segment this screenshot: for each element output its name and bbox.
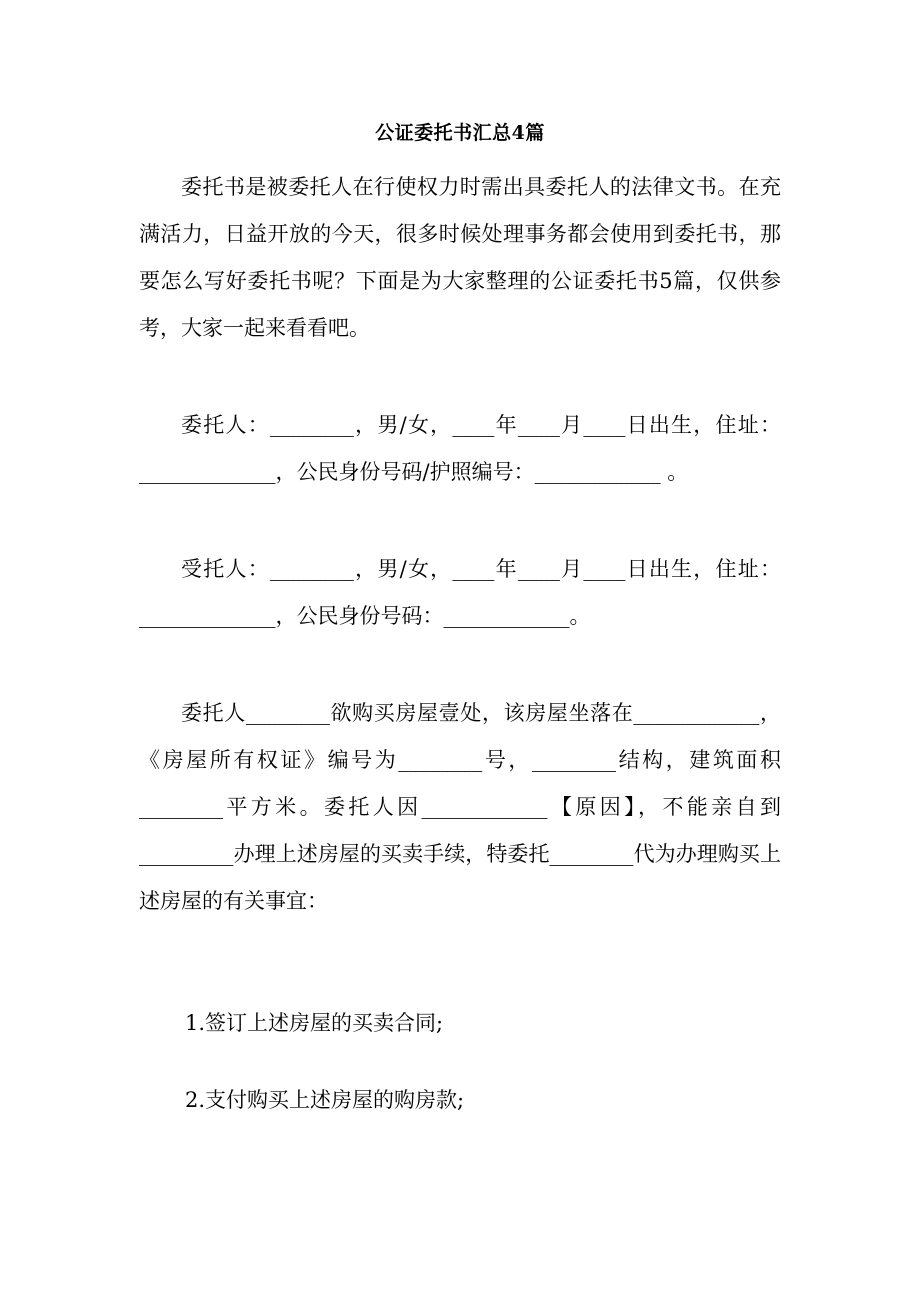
authorization-paragraph: 委托人________欲购买房屋壹处，该房屋坐落在____________，《房屋所有权证》编号为________号，________结构，建筑面积________平方米。委托人因____________【原因】，不能亲自到_________办理上述房屋的买卖手续，特委托________代为办理购买上述房屋的有关事宜： bbox=[139, 701, 781, 913]
list-item: 2.支付购买上述房屋的购房款; bbox=[185, 1088, 465, 1112]
list-item: 1.签订上述房屋的买卖合同; bbox=[185, 1011, 444, 1035]
agent-paragraph: 受托人：________，男/女，____年____月____日出生，住址：_____________，公民身份号码：____________。 bbox=[139, 557, 781, 628]
document-title: 公证委托书汇总4篇 bbox=[375, 122, 545, 144]
principal-paragraph: 委托人：________，男/女，____年____月____日出生，住址：_____________，公民身份号码/护照编号：____________ 。 bbox=[139, 413, 781, 484]
intro-paragraph: 委托书是被委托人在行使权力时需出具委托人的法律文书。在充满活力，日益开放的今天，很多时候处理事务都会使用到委托书，那要怎么写好委托书呢？下面是为大家整理的公证委托书5篇，仅供参考，大家一起来看看吧。 bbox=[139, 175, 781, 340]
